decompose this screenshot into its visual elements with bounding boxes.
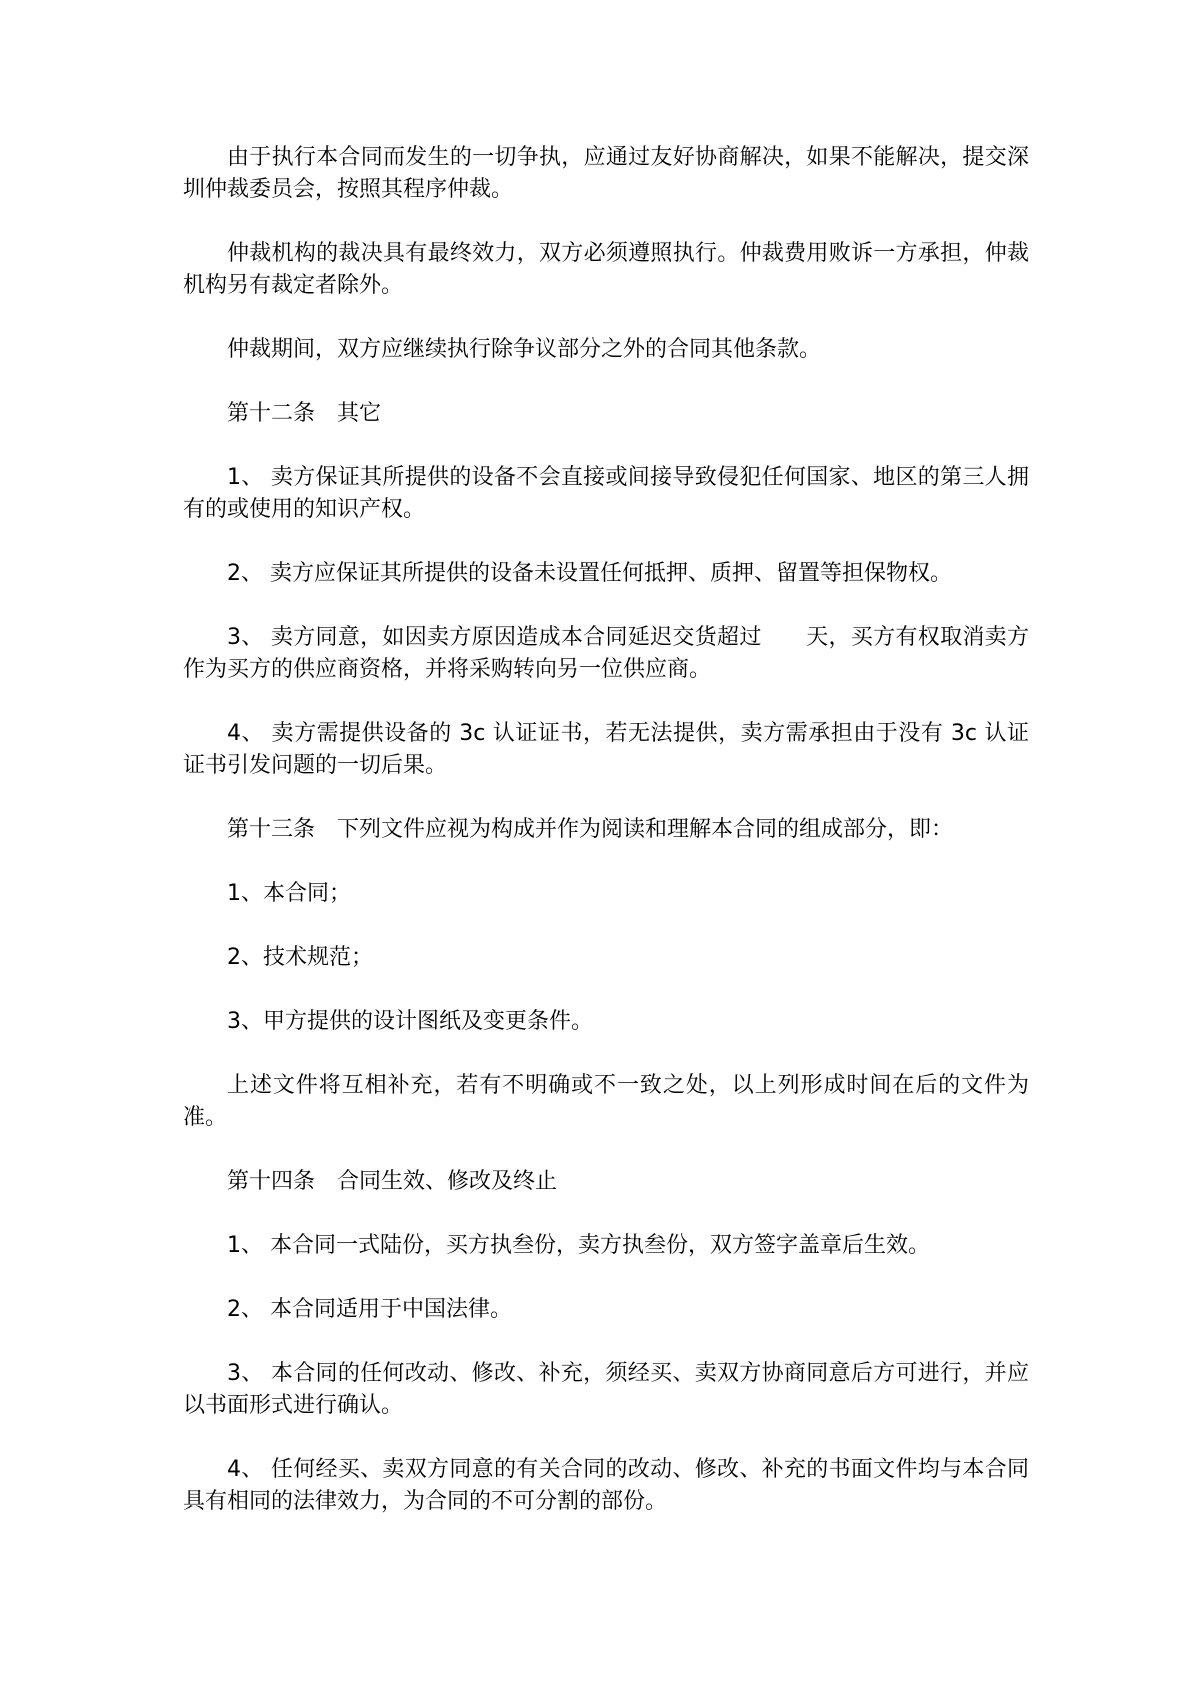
article-12-item-4: 4、 卖方需提供设备的 3c 认证证书，若无法提供，卖方需承担由于没有 3c 认证证书引发问题的一切后果。: [183, 721, 1029, 778]
article-13-item-2: 2、技术规范；: [227, 945, 373, 970]
article-13-item-3: 3、甲方提供的设计图纸及变更条件。: [227, 1009, 593, 1034]
article-12-heading: 第十二条 其它: [227, 401, 382, 426]
article-14-item-3: 3、 本合同的任何改动、修改、补充，须经买、卖双方协商同意后方可进行，并应以书面形式进行确认。: [183, 1361, 1029, 1418]
paragraph-arbitration-period: 仲裁期间，双方应继续执行除争议部分之外的合同其他条款。: [227, 337, 822, 362]
article-13-heading: 第十三条 下列文件应视为构成并作为阅读和理解本合同的组成部分，即：: [227, 817, 954, 842]
article-12-item-2: 2、 卖方应保证其所提供的设备未设置任何抵押、质押、留置等担保物权。: [227, 561, 952, 586]
paragraph-arbitration-dispute: 由于执行本合同而发生的一切争执，应通过友好协商解决，如果不能解决，提交深圳仲裁委员会，按照其程序仲裁。: [183, 145, 1029, 202]
article-14-item-1: 1、 本合同一式陆份，买方执叁份，卖方执叁份，双方签字盖章后生效。: [227, 1233, 930, 1258]
paragraph-arbitration-ruling: 仲裁机构的裁决具有最终效力，双方必须遵照执行。仲裁费用败诉一方承担，仲裁机构另有裁定者除外。: [183, 241, 1029, 298]
article-12-item-3: 3、 卖方同意，如因卖方原因造成本合同延迟交货超过 天，买方有权取消卖方作为买方的供应商资格，并将采购转向另一位供应商。: [183, 625, 1029, 682]
article-14-heading: 第十四条 合同生效、修改及终止: [227, 1169, 558, 1194]
document-body: [183, 142, 1029, 1550]
article-14-item-4: 4、 任何经买、卖双方同意的有关合同的改动、修改、补充的书面文件均与本合同具有相同的法律效力，为合同的不可分割的部份。: [183, 1457, 1029, 1514]
article-13-item-1: 1、本合同；: [227, 881, 351, 906]
article-13-precedence: 上述文件将互相补充，若有不明确或不一致之处，以上列形成时间在后的文件为准。: [183, 1073, 1029, 1130]
article-14-item-2: 2、 本合同适用于中国法律。: [227, 1297, 512, 1322]
article-12-item-1: 1、 卖方保证其所提供的设备不会直接或间接导致侵犯任何国家、地区的第三人拥有的或使用的知识产权。: [183, 465, 1029, 522]
